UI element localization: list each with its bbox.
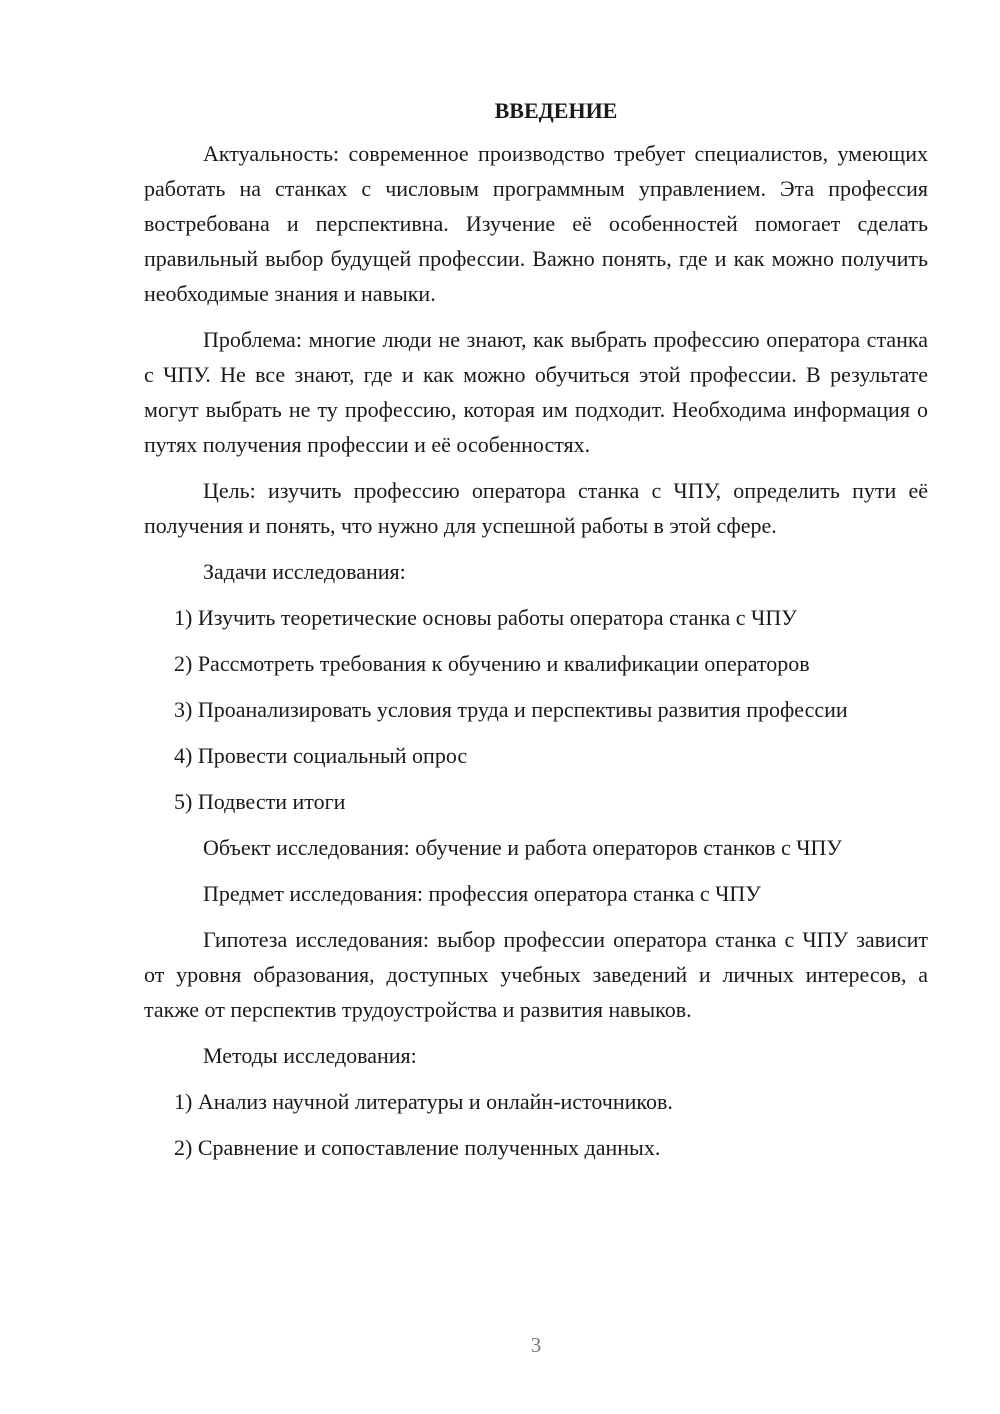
task-item-5: 5) Подвести итоги [174, 789, 346, 814]
goal-paragraph: Цель: изучить профессию оператора станка с ЧПУ, определить пути её получения и понять, что нужно для успешной работы в этой сфере. [144, 478, 928, 538]
task-item-4: 4) Провести социальный опрос [174, 743, 468, 768]
task-item-2: 2) Рассмотреть требования к обучению и квалификации операторов [174, 651, 810, 676]
task-item-1: 1) Изучить теоретические основы работы оператора станка с ЧПУ [174, 605, 797, 630]
problem-paragraph: Проблема: многие люди не знают, как выбрать профессию оператора станка с ЧПУ. Не все знают, где и как можно обучиться этой профессии. В результате могут выбрать не ту профессию, которая им подходит. Необходима информация о путях получения профессии и её особенностях. [144, 327, 928, 457]
object-paragraph: Объект исследования: обучение и работа операторов станков с ЧПУ [203, 835, 842, 860]
task-item-3: 3) Проанализировать условия труда и перспективы развития профессии [174, 697, 848, 722]
method-item-2: 2) Сравнение и сопоставление полученных данных. [174, 1135, 661, 1160]
relevance-paragraph: Актуальность: современное производство требует специалистов, умеющих работать на станках с числовым программным управлением. Эта профессия востребована и перспективна. Изучение её особенностей помогает сделать правильный выбор будущей профессии. Важно понять, где и как можно получить необходимые знания и навыки. [144, 141, 928, 306]
tasks-heading: Задачи исследования: [203, 559, 406, 584]
hypothesis-paragraph: Гипотеза исследования: выбор профессии оператора станка с ЧПУ зависит от уровня образования, доступных учебных заведений и личных интересов, а также от перспектив трудоустройства и развития навыков. [144, 927, 928, 1022]
methods-heading: Методы исследования: [203, 1043, 417, 1068]
subject-paragraph: Предмет исследования: профессия оператора станка с ЧПУ [203, 881, 761, 906]
method-item-1: 1) Анализ научной литературы и онлайн-источников. [174, 1089, 673, 1114]
page-number: 3 [530, 1333, 542, 1357]
section-title: ВВЕДЕНИЕ [494, 98, 618, 123]
